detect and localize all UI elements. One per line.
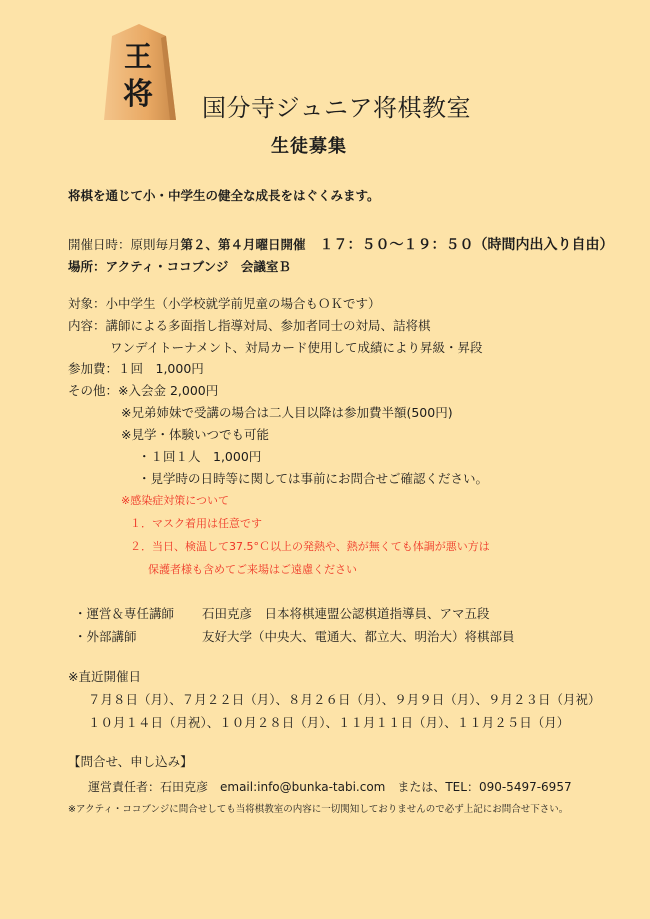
covid-item-2: ２．当日、検温して37.5°Ｃ以上の発熱や、熱が無くても体調が悪い方は xyxy=(130,540,490,553)
lead-instructor-value: 石田克彦 日本将棋連盟公認棋道指導員、アマ五段 xyxy=(202,606,490,621)
covid-item-2b: 保護者様も含めてご来場はご遠慮ください xyxy=(148,563,357,576)
page-title: 国分寺ジュニア将棋教室 xyxy=(202,94,472,122)
visit-text: ※見学・体験いつでも可能 xyxy=(121,427,269,442)
contact-line: 運営責任者：石田克彦 email:info@bunka-tabi.com または、TEL：090-5497-6957 xyxy=(88,780,572,794)
shogi-piece-icon xyxy=(100,22,178,122)
siblings-text: ※兄弟姉妹で受講の場合は二人目以降は参加費半額(500円) xyxy=(121,405,453,420)
visit-fee-text: ・１回１人 1,000円 xyxy=(138,449,262,464)
visit-note-text: ・見学時の日時等に関しては事前にお問合せご確認ください。 xyxy=(138,471,489,486)
schedule-line xyxy=(68,234,614,254)
contact-header: 【問合せ、申し込み】 xyxy=(68,754,193,769)
venue-text: 場所：アクティ・ココブンジ 会議室Ｂ xyxy=(68,259,291,274)
schedule-label: 開催日時：原則毎月 xyxy=(68,237,181,252)
dates-header: ※直近開催日 xyxy=(68,669,141,684)
piece-top-char: 王 xyxy=(123,40,153,73)
other-text: その他：※入会金 2,000円 xyxy=(68,383,219,398)
target-text: 対象：小中学生（小学校就学前児童の場合もＯＫです） xyxy=(68,296,381,311)
content-text-2: ワンデイトーナメント、対局カード使用して成績により昇級・昇段 xyxy=(110,340,483,355)
external-instructor-label: ・外部講師 xyxy=(74,629,137,644)
fee-text: 参加費：１回 1,000円 xyxy=(68,361,204,376)
covid-item-1: １．マスク着用は任意です xyxy=(130,517,262,530)
covid-header: ※感染症対策について xyxy=(121,494,229,507)
dates-line-1: ７月８日（月）、７月２２日（月）、８月２６日（月）、９月９日（月）、９月２３日（月祝） xyxy=(88,692,601,707)
contact-note: ※アクティ・ココブンジに問合せしても当将棋教室の内容に一切関知しておりませんので必ず上記にお問合せ下さい。 xyxy=(68,804,569,815)
content-text-1: 内容：講師による多面指し指導対局、参加者同士の対局、詰将棋 xyxy=(68,318,431,333)
lead-instructor-label: ・運営＆専任講師 xyxy=(74,606,175,621)
intro-text: 将棋を通じて小・中学生の健全な成長をはぐくみます。 xyxy=(68,188,380,203)
page-subtitle: 生徒募集 xyxy=(271,136,347,157)
dates-line-2: １０月１４日（月祝）、１０月２８日（月）、１１月１１日（月）、１１月２５日（月） xyxy=(88,715,570,730)
schedule-days: 第２、第４月曜日開催 xyxy=(180,237,306,252)
piece-bottom-char: 将 xyxy=(123,77,153,112)
external-instructor-value: 友好大学（中央大、電通大、都立大、明治大）将棋部員 xyxy=(202,629,515,644)
schedule-time: １７：５０～１９：５０（時間内出入り自由） xyxy=(305,237,614,253)
